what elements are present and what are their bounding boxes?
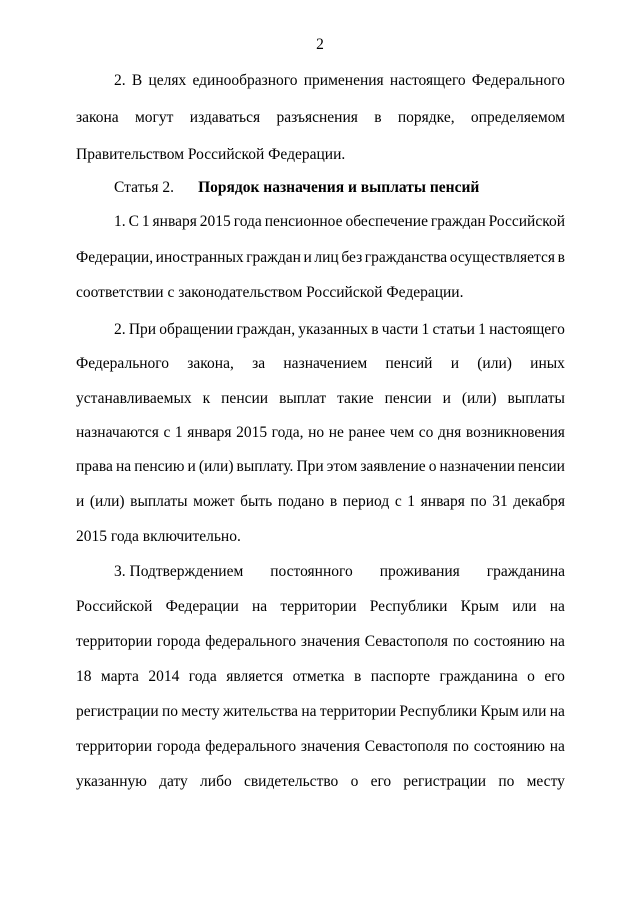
word: Севастополя (364, 633, 449, 650)
part-3-line-4 (76, 668, 565, 686)
word: территории (319, 703, 397, 720)
word: 2. (114, 321, 126, 338)
word: пенсии (384, 390, 432, 407)
part-2-line-7 (76, 528, 565, 546)
word: января (187, 424, 232, 441)
word: пенсии (517, 458, 565, 475)
word: территории (280, 598, 357, 615)
word: в (329, 493, 338, 510)
word: определяемом (470, 109, 565, 126)
word: и (442, 390, 451, 407)
word: значения (300, 738, 360, 755)
word: назначаются (76, 424, 159, 441)
part-2-line-2 (76, 355, 565, 373)
word: на (549, 703, 565, 720)
word: гражданина (439, 668, 518, 685)
word: состоянию (473, 738, 545, 755)
word: со (418, 424, 434, 441)
word: 1 (141, 213, 150, 230)
word: подано (277, 493, 325, 510)
word: ранее (348, 424, 386, 441)
word: указанную (76, 773, 147, 790)
word: в (354, 668, 362, 685)
word: федерального (205, 633, 297, 650)
word: выплату. (236, 458, 294, 475)
part-2-line-5 (76, 458, 565, 476)
word: пенсию (134, 458, 185, 475)
word: чем (389, 424, 415, 441)
word: отметка (292, 668, 345, 685)
word: 2014 (148, 668, 180, 685)
word: регистрации (403, 773, 487, 790)
word: регистрации (76, 703, 159, 720)
word: паспорте (370, 668, 431, 685)
word: обеспечение (345, 213, 428, 230)
word: 1 (407, 493, 416, 510)
word: разъяснения (276, 109, 358, 126)
part-1-line-1 (114, 213, 565, 231)
word: города (156, 633, 201, 650)
word: осуществляется (449, 249, 555, 266)
word: указанных (298, 321, 368, 338)
word: без (341, 249, 363, 266)
article-2-title: Порядок назначения и выплаты пенсий (198, 179, 480, 196)
word: Российской (488, 213, 565, 230)
word: 31 (492, 493, 508, 510)
word: по (452, 738, 469, 755)
word: жительства (222, 703, 299, 720)
word: этом (326, 458, 358, 475)
paragraph-2-line-1 (114, 72, 565, 90)
word: Республики (399, 703, 478, 720)
word: Федерального (471, 72, 565, 89)
word: 1. (114, 213, 126, 230)
word: При (128, 321, 157, 338)
word: является (226, 668, 284, 685)
word: могут (135, 109, 174, 126)
word: (или) (198, 458, 234, 475)
word: возникновения (465, 424, 565, 441)
word: пенсионное (264, 213, 343, 230)
word: выплат (279, 390, 327, 407)
word: устанавливаемых (76, 390, 192, 407)
part-3-line-5 (76, 703, 565, 721)
part-1-line-2 (76, 249, 565, 267)
word: Федерации, (76, 249, 154, 266)
word: закона (76, 109, 119, 126)
word: закона, (187, 355, 234, 372)
paragraph-2-line-2 (76, 109, 565, 127)
word: граждан, (236, 321, 296, 338)
word: о (428, 458, 437, 475)
word: на (549, 598, 565, 615)
word: период (342, 493, 390, 510)
word: на (301, 703, 317, 720)
word: назначении (439, 458, 515, 475)
word: федерального (205, 738, 297, 755)
word: либо (200, 773, 232, 790)
word: Федерального (76, 355, 170, 372)
word: настоящего (389, 72, 466, 89)
word: за (252, 355, 266, 372)
word: пенсии (221, 390, 269, 407)
article-2-label: Статья 2. (114, 179, 175, 196)
word: выплаты (507, 390, 565, 407)
word: и (450, 355, 459, 372)
word: месту (181, 703, 220, 720)
word: но (308, 424, 325, 441)
word: на (549, 738, 565, 755)
word: к (202, 390, 211, 407)
word: граждан (430, 213, 486, 230)
word: обращении (159, 321, 234, 338)
part-3-line-2 (76, 598, 565, 616)
word: 2. (114, 72, 126, 89)
word: издаваться (189, 109, 261, 126)
word: по (498, 773, 515, 790)
word: декабря (513, 493, 565, 510)
part-3-line-7 (76, 773, 565, 791)
part-3-line-3 (76, 633, 565, 651)
word: с (394, 493, 402, 510)
word: в (374, 109, 382, 126)
word: Российской (76, 598, 153, 615)
word: города (156, 738, 201, 755)
word: о (527, 668, 535, 685)
word: и (303, 249, 312, 266)
word: проживания (379, 563, 460, 580)
word: состоянию (473, 633, 545, 650)
word: (или) (477, 355, 512, 372)
word: Севастополя (364, 738, 449, 755)
word: на (549, 633, 565, 650)
word: такие (337, 390, 374, 407)
part-3-line-1 (114, 563, 565, 581)
word: 18 (76, 668, 92, 685)
word: его (370, 773, 392, 790)
word: свидетельство (243, 773, 339, 790)
word: территории (76, 738, 153, 755)
word: месту (526, 773, 565, 790)
word: Правительством Российской Федерации. (76, 146, 346, 163)
word: о (350, 773, 359, 790)
word: С (128, 213, 139, 230)
word: значения (300, 633, 360, 650)
word: января (152, 213, 197, 230)
article-2-heading (114, 179, 565, 197)
word: или (522, 703, 547, 720)
word: (или) (89, 493, 125, 510)
word: территории (76, 633, 153, 650)
word: в (371, 321, 379, 338)
part-1-line-3 (76, 284, 565, 302)
word: 1 (421, 321, 430, 338)
word: заявление (360, 458, 426, 475)
word: При (296, 458, 324, 475)
word: применения (303, 72, 384, 89)
word: по (161, 703, 179, 720)
word: Крым (480, 703, 519, 720)
word: права (76, 458, 113, 475)
word: иных (530, 355, 565, 372)
word: порядке, (397, 109, 455, 126)
word: 2015 (199, 213, 231, 230)
word: постоянного (270, 563, 353, 580)
word: марта (100, 668, 139, 685)
word: выплаты (130, 493, 188, 510)
word: января (420, 493, 465, 510)
word: В (131, 72, 143, 89)
word: статьи (432, 321, 475, 338)
word: дня (437, 424, 462, 441)
word: и (76, 493, 85, 510)
word: единообразного (192, 72, 298, 89)
word: и (187, 458, 196, 475)
word: иностранных (155, 249, 244, 266)
word: года (233, 213, 262, 230)
part-3-line-6 (76, 738, 565, 756)
word: по (470, 493, 487, 510)
word: соответствии с законодательством Российской Федерации. (76, 284, 464, 301)
word: или (512, 598, 537, 615)
word: 3. Подтверждением (114, 563, 244, 580)
part-2-line-1 (114, 321, 565, 339)
word: 2015 (236, 424, 268, 441)
part-2-line-3 (76, 390, 565, 408)
word: не (328, 424, 344, 441)
word: его (544, 668, 565, 685)
word: Федерации (165, 598, 239, 615)
word: года (188, 668, 217, 685)
word: быть (240, 493, 273, 510)
word: Республики (369, 598, 448, 615)
word: 2015 года включительно. (76, 528, 241, 545)
word: на (252, 598, 268, 615)
word: граждан (246, 249, 301, 266)
page-number: 2 (316, 36, 324, 53)
part-2-line-6 (76, 493, 565, 511)
word: назначением (283, 355, 368, 372)
word: года, (271, 424, 304, 441)
word: лиц (314, 249, 339, 266)
word: с (163, 424, 171, 441)
word: в (557, 249, 565, 266)
word: на (115, 458, 132, 475)
paragraph-2-line-3 (76, 146, 565, 164)
word: может (193, 493, 235, 510)
word: 1 (174, 424, 183, 441)
word: гражданства (364, 249, 448, 266)
word: настоящего (489, 321, 565, 338)
word: 1 (478, 321, 486, 338)
word: гражданина (486, 563, 565, 580)
part-2-line-4 (76, 424, 565, 442)
word: дату (159, 773, 188, 790)
word: Крым (460, 598, 499, 615)
word: части (381, 321, 419, 338)
word: (или) (461, 390, 497, 407)
word: пенсий (385, 355, 433, 372)
word: целях (148, 72, 187, 89)
word: по (452, 633, 469, 650)
